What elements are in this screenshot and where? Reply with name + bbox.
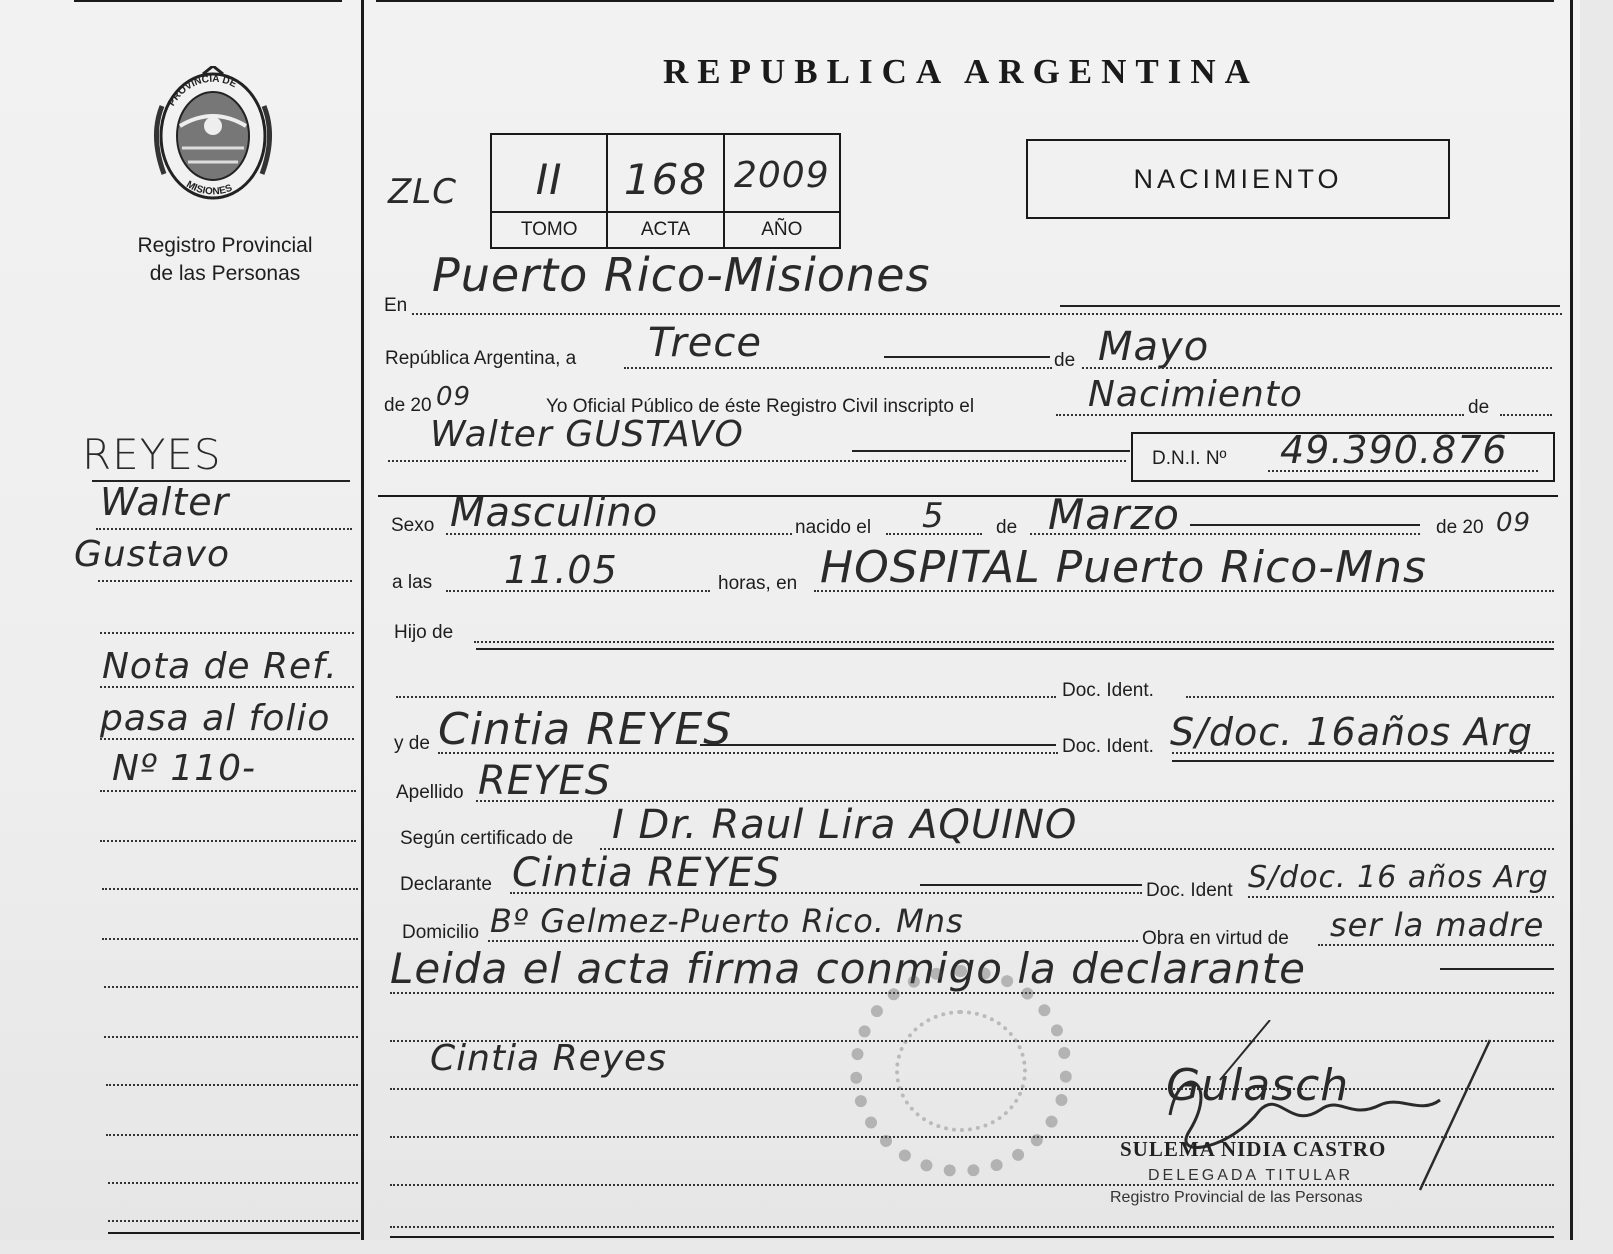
seal-text-bottom: MISIONES [184,179,234,198]
seal-text-top: PROVINCIA DE [166,73,239,109]
fecha-de-label: de [1054,350,1076,371]
margin-line-15 [108,1182,358,1184]
nacido-dia-line [886,533,982,535]
apellido-label: Apellido [396,782,464,803]
leida-line-solid [1440,968,1554,970]
sexo-value: Masculino [450,490,659,536]
madre-doc-line [1172,752,1554,754]
nacido-anio-label: de 20 [1436,517,1484,538]
nacido-label: nacido el [795,517,872,538]
top-border-left [74,0,342,2]
right-border-line [1570,0,1573,1240]
fecha-dia-line-solid [884,356,1050,358]
registry-line-2: de las Personas [149,262,301,285]
madre-line-solid [700,744,1056,746]
nacido-anio: 09 [1496,508,1532,538]
margin-line-11 [104,986,358,988]
acto-value: Nacimiento [1088,374,1303,415]
margin-line-5 [100,686,354,688]
leida-value: Leida el acta firma conmigo la declarante [390,944,1307,993]
registry-name [110,232,340,288]
apellido-value: REYES [478,758,612,804]
acta-cell [608,135,724,247]
margin-line-12 [104,1036,358,1038]
madre-value: Cintia REYES [438,704,733,755]
domicilio-line [488,940,1138,942]
margin-line-2 [96,528,352,530]
top-border-right [376,0,1554,2]
madre-doc-line-solid [1172,760,1554,762]
nombre-line [388,460,1126,462]
document-title: REPUBLICA ARGENTINA [663,52,1259,91]
fecha-dia: Trece [648,320,762,366]
margin-line-4 [100,632,354,634]
fecha-mes: Mayo [1098,324,1210,370]
acto-line [1056,414,1464,416]
record-type-box: NACIMIENTO [1026,139,1450,219]
lugar-line [814,590,1554,592]
declarante-doc-line [1248,896,1554,898]
margin-nota-3: Nº 110- [112,748,257,789]
margin-line-16 [108,1220,358,1222]
margin-line-14 [106,1134,358,1136]
sexo-line [446,533,792,535]
fecha-label: República Argentina, a [385,348,577,369]
anio-reg-value: 09 [436,382,472,412]
doc1-label: Doc. Ident. [1062,680,1154,701]
nombre-line-solid [852,450,1130,452]
dni-value: 49.390.876 [1280,428,1508,472]
acta-label: ACTA [608,211,722,247]
fecha-dia-line [624,367,1052,369]
provincia-misiones-seal-icon [148,66,278,206]
registry-line-1: Registro Provincial [137,234,313,257]
blank-line-5 [390,1226,1554,1228]
anio-cell [725,135,839,247]
nacido-de-label: de [996,517,1018,538]
hijo-line [474,641,1554,643]
declarante-doc-value: S/doc. 16 años Arg [1248,860,1549,895]
margin-line-13 [106,1084,358,1086]
svg-text:MISIONES [184,179,234,197]
margin-divider-line [361,0,364,1240]
madre-doc-value: S/doc. 16años Arg [1170,710,1533,754]
sexo-label: Sexo [391,515,435,536]
en-line [412,313,1562,315]
nacido-mes-line [1030,533,1420,535]
official-signature-scrawl: Gulasch [1166,1060,1350,1111]
declarante-doc-label: Doc. Ident [1146,880,1233,901]
oficial-label: Yo Oficial Público de éste Registro Civil inscripto el [546,396,975,417]
fecha-mes-line [1082,367,1552,369]
en-value: Puerto Rico-Misiones [432,248,931,302]
anio-reg-de-label: de [1468,397,1490,418]
hora-value: 11.05 [504,548,618,592]
margin-nombre-1: Walter [100,480,230,524]
official-office: Registro Provincial de las Personas [1110,1189,1363,1206]
bottom-border-left [108,1232,360,1234]
hijo-label: Hijo de [394,622,454,643]
nacido-mes-line-solid [1190,524,1420,526]
margin-nombre-2: Gustavo [74,534,230,575]
official-role: DELEGADA TITULAR [1148,1167,1354,1184]
official-name: SULEMA NIDIA CASTRO [1120,1137,1387,1161]
margin-line-7 [100,790,356,792]
horas-en-label: horas, en [718,573,798,594]
hijo-line-2 [396,696,1056,698]
certificado-label: Según certificado de [400,828,574,849]
hora-line [446,590,710,592]
declarante-line [510,892,1142,894]
margin-line-8 [100,840,356,842]
en-label: En [384,295,408,316]
margin-apellido: REYES [82,430,222,479]
domicilio-label: Domicilio [402,922,480,943]
anio-reg-de-line [1500,414,1552,416]
declarante-label: Declarante [400,874,492,895]
tomo-cell [492,135,608,247]
obra-line [1318,944,1554,946]
tomo-label: TOMO [492,211,606,247]
nacido-mes: Marzo [1048,490,1180,539]
lugar-value: HOSPITAL Puerto Rico-Mns [820,542,1427,593]
declarante-value: Cintia REYES [512,850,781,896]
obra-value: ser la madre [1330,906,1545,944]
hijo-line-solid [476,648,1554,650]
domicilio-value: Bº Gelmez-Puerto Rico. Mns [490,902,964,940]
madre-doc-label: Doc. Ident. [1062,736,1154,757]
record-reference-box [490,133,841,249]
margin-nota-2: pasa al folio [100,698,331,739]
margin-line-3 [98,580,352,582]
dni-label: D.N.I. Nº [1152,448,1227,469]
bottom-border-right [390,1236,1554,1238]
record-prefix: ZLC [388,172,457,212]
margin-line-10 [102,938,358,940]
certificado-value: I Dr. Raul Lira AQUINO [612,802,1078,848]
margin-nota-1: Nota de Ref. [102,646,338,687]
anio-value: 2009 [734,155,830,196]
tomo-value: II [535,155,563,204]
madre-label: y de [394,733,430,754]
dni-line [1268,470,1538,472]
nombre-value: Walter GUSTAVO [430,414,744,455]
margin-line-6 [100,738,354,740]
obra-label: Obra en virtud de [1142,928,1289,949]
en-line-solid [1060,305,1560,307]
anio-reg-prefix: de 20 [384,395,432,416]
nacido-dia: 5 [922,496,945,536]
doc1-line [1186,696,1554,698]
declarante-line-solid [920,884,1142,886]
hora-label: a las [392,572,433,593]
declarant-signature: Cintia Reyes [430,1038,667,1079]
margin-line-9 [102,888,358,890]
acta-value: 168 [623,155,708,204]
official-stamp-inner [895,1010,1027,1132]
anio-label: AÑO [725,211,839,247]
madre-line [438,752,1058,754]
